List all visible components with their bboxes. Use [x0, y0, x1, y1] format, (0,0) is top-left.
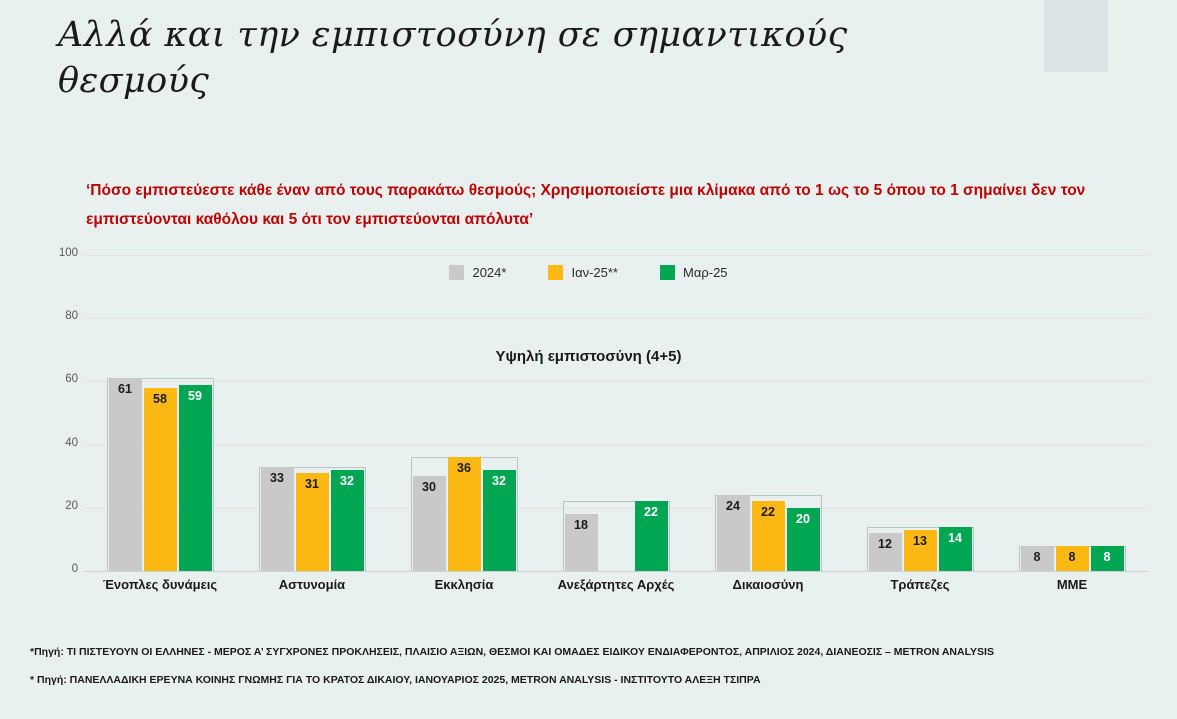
bars-container [844, 255, 996, 571]
source-note-2: * Πηγή: ΠΑΝΕΛΛΑΔΙΚΗ ΕΡΕΥΝΑ ΚΟΙΝΗΣ ΓΝΩΜΗΣ ΓΙΑ ΤΟ ΚΡΑΤΟΣ ΔΙΚΑΙΟΥ, ΙΑΝΟΥΑΡΙΟΣ 2025, METRON ANALYSIS - ΙΝΣΤΙΤΟΥΤΟ ΑΛΕΞΗ ΤΣΙΠΡΑ [30, 674, 761, 686]
bars-container [388, 255, 540, 571]
bar-value-label: 8 [1033, 549, 1041, 564]
bar-slot [1091, 255, 1124, 571]
bar-value-label: 30 [422, 480, 436, 495]
bars-container [996, 255, 1148, 571]
bar-value-label: 58 [153, 391, 167, 406]
bar-value-label: 32 [492, 473, 506, 488]
bar-slot [787, 255, 820, 571]
bar-value-label: 32 [340, 473, 354, 488]
bar-slot [939, 255, 972, 571]
bars-container [692, 255, 844, 571]
bar-group [388, 255, 540, 592]
bars-container [84, 255, 236, 571]
bar-slot [717, 255, 750, 571]
y-axis-tick-label: 20 [65, 499, 78, 512]
bar[interactable] [109, 378, 142, 571]
x-axis-category-label: Αστυνομία [278, 577, 346, 592]
bar-slot [1021, 255, 1054, 571]
bar-value-label: 36 [457, 461, 471, 476]
bar-group [84, 255, 236, 592]
legend-label: Ιαν-25** [571, 265, 618, 280]
bar-group [996, 255, 1148, 592]
source-note-1: *Πηγή: ΤΙ ΠΙΣΤΕΥΟΥΝ ΟΙ ΕΛΛΗΝΕΣ - ΜΕΡΟΣ Α’ ΣΥΓΧΡΟΝΕΣ ΠΡΟΚΛΗΣΕΙΣ, ΠΛΑΙΣΙΟ ΑΞΙΩΝ, ΘΕΣΜΟΙ ΚΑΙ ΟΜΑΔΕΣ ΕΙΔΙΚΟΥ ΕΝΔΙΑΦΕΡΟΝΤΟΣ, ΑΠΡΙΛΙΟΣ 2024, ΔΙΑΝΕΟΣΙΣ – METRON ANALYSIS [30, 646, 994, 658]
bar-slot [904, 255, 937, 571]
bar-value-label: 12 [878, 537, 892, 552]
bars-container [236, 255, 388, 571]
bar-value-label: 20 [796, 511, 810, 526]
x-axis-category-label: Δικαιοσύνη [732, 577, 804, 592]
page-title: Αλλά και την εμπιστοσύνη σε σημαντικούς θεσμούς [58, 15, 848, 101]
bar-value-label: 8 [1068, 549, 1076, 564]
bar-slot [869, 255, 902, 571]
bar-slot [413, 255, 446, 571]
bar-slot [144, 255, 177, 571]
chart-subtitle: Υψηλή εμπιστοσύνη (4+5) [495, 348, 682, 365]
bar-slot [635, 255, 668, 571]
bar-slot [1056, 255, 1089, 571]
x-axis-category-label: Ανεξάρτητες Αρχές [557, 577, 675, 592]
bar-slot [752, 255, 785, 571]
bar-value-label: 33 [270, 470, 284, 485]
bar-value-label: 31 [305, 477, 319, 492]
bar-value-label: 13 [913, 533, 927, 548]
bar-value-label: 61 [118, 382, 132, 397]
y-axis-tick-label: 80 [65, 310, 78, 323]
bar-value-label: 22 [644, 505, 658, 520]
bar-slot [331, 255, 364, 571]
bar-value-label: 8 [1103, 549, 1111, 564]
y-axis-tick-label: 60 [65, 373, 78, 386]
bar-value-label: 24 [726, 499, 740, 514]
x-axis-category-label: Εκκλησία [434, 577, 494, 592]
bar-slot [600, 255, 633, 571]
bar-value-label: 59 [188, 388, 202, 403]
x-axis-line [84, 571, 1148, 572]
bar-group [236, 255, 388, 592]
y-axis-tick-label: 100 [58, 247, 78, 259]
y-axis-tick-label: 0 [71, 563, 78, 575]
bar-group [844, 255, 996, 592]
bar-value-label: 18 [574, 518, 588, 533]
x-axis-category-label: Ένοπλες δυνάμεις [102, 577, 218, 592]
bar-slot [448, 255, 481, 571]
y-axis-tick-label: 40 [65, 436, 78, 449]
bar-slot [483, 255, 516, 571]
bar-slot [565, 255, 598, 571]
bar-slot [109, 255, 142, 571]
x-axis-category-label: ΜΜΕ [1056, 577, 1088, 592]
bar-group [692, 255, 844, 592]
x-axis-category-label: Τράπεζες [890, 577, 950, 592]
decorative-corner-block [1044, 0, 1108, 72]
bars-container [540, 255, 692, 571]
bar-slot [296, 255, 329, 571]
bar-value-label: 22 [761, 505, 775, 520]
bar-group [540, 255, 692, 592]
bar-slot [261, 255, 294, 571]
legend-label: Μαρ-25 [683, 265, 728, 280]
bar-slot [179, 255, 212, 571]
survey-question: ‘Πόσο εμπιστεύεστε κάθε έναν από τους παρακάτω θεσμούς; Χρησιμοποιείστε μια κλίμακα από το 1 ως το 5 όπου το 1 σημαίνει δεν τον εμπιστεύονται καθόλου και 5 ότι τον εμπιστεύονται απόλυτα’ [86, 182, 1086, 228]
bar[interactable] [179, 385, 212, 571]
bar[interactable] [144, 388, 177, 571]
chart-plot [84, 255, 1148, 592]
legend-label: 2024* [472, 265, 507, 280]
bar-value-label: 14 [948, 530, 962, 545]
